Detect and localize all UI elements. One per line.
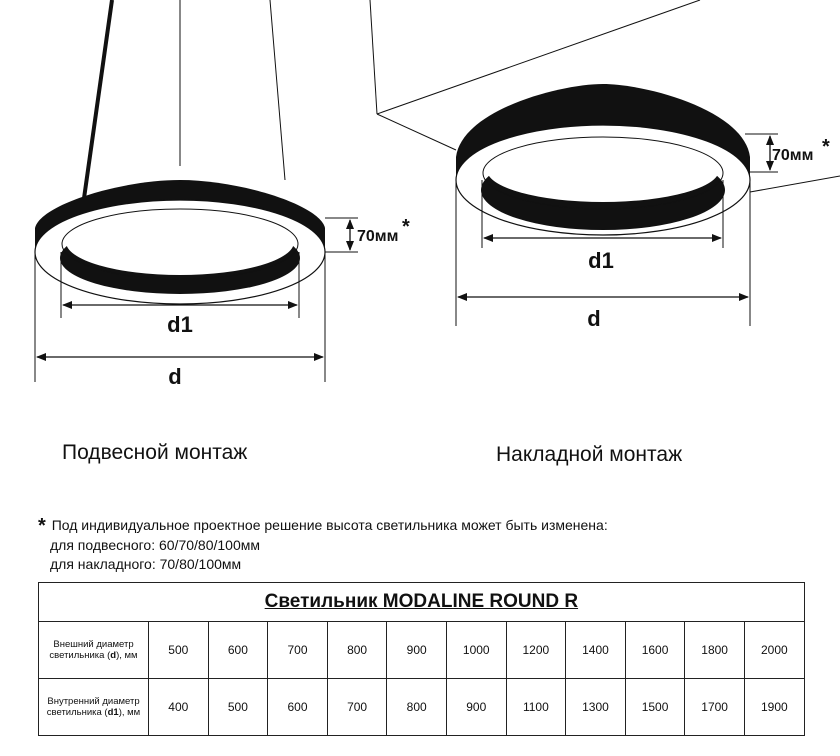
inner-diameter-value: 500 (208, 679, 268, 736)
ring-inner-opening (487, 138, 719, 202)
outer-diameter-value: 1400 (566, 622, 626, 679)
inner-diameter-value: 1100 (506, 679, 566, 736)
ring-inner-opening (66, 209, 294, 275)
outer-diameter-value: 1200 (506, 622, 566, 679)
footnote (38, 516, 608, 574)
footnote-line-1: Под индивидуальное проектное решение высота светильника может быть изменена: (51, 517, 608, 533)
outer-diameter-value: 800 (327, 622, 387, 679)
outer-diameter-value: 900 (387, 622, 447, 679)
ceiling-edge (370, 0, 377, 114)
d-label: d (587, 306, 601, 331)
table-title-row (39, 583, 805, 622)
inner-diameter-value: 1700 (685, 679, 745, 736)
inner-diameter-value: 900 (446, 679, 506, 736)
inner-diameter-value: 1900 (744, 679, 804, 736)
table-title: Светильник MODALINE ROUND R (39, 583, 805, 622)
outer-diameter-value: 600 (208, 622, 268, 679)
d-label: d (168, 364, 182, 389)
height-asterisk: * (402, 216, 410, 238)
table-row-outer-diameter (39, 622, 805, 679)
d1-label: d1 (588, 248, 614, 273)
ceiling-edge (377, 114, 456, 150)
inner-diameter-value: 700 (327, 679, 387, 736)
footnote-asterisk: * (38, 515, 46, 537)
outer-diameter-value: 500 (149, 622, 209, 679)
outer-diameter-value: 700 (268, 622, 328, 679)
outer-diameter-value: 1800 (685, 622, 745, 679)
outer-diameter-value: 1000 (446, 622, 506, 679)
inner-diameter-value: 400 (149, 679, 209, 736)
inner-diameter-value: 1300 (566, 679, 626, 736)
spec-table (38, 582, 805, 736)
height-label: 70мм (357, 228, 399, 245)
inner-diameter-label: Внутренний диаметр светильника (d1), мм (39, 679, 149, 736)
outer-diameter-label: Внешний диаметр светильника (d), мм (39, 622, 149, 679)
outer-diameter-value: 1600 (625, 622, 685, 679)
outer-diameter-value: 2000 (744, 622, 804, 679)
table-row-inner-diameter (39, 679, 805, 736)
suspension-cable (270, 0, 285, 180)
inner-diameter-value: 1500 (625, 679, 685, 736)
footnote-line-2: для подвесного: 60/70/80/100мм (50, 537, 260, 553)
inner-diameter-value: 800 (387, 679, 447, 736)
height-label: 70мм (772, 147, 814, 164)
pendant-caption: Подвесной монтаж (62, 441, 248, 464)
height-asterisk: * (822, 136, 830, 158)
surface-caption: Накладной монтаж (496, 443, 683, 466)
footnote-line-3: для накладного: 70/80/100мм (50, 556, 242, 572)
surface-luminaire (370, 0, 840, 331)
inner-diameter-value: 600 (268, 679, 328, 736)
ceiling-edge (750, 176, 840, 192)
pendant-luminaire (35, 0, 410, 389)
d1-label: d1 (167, 312, 193, 337)
